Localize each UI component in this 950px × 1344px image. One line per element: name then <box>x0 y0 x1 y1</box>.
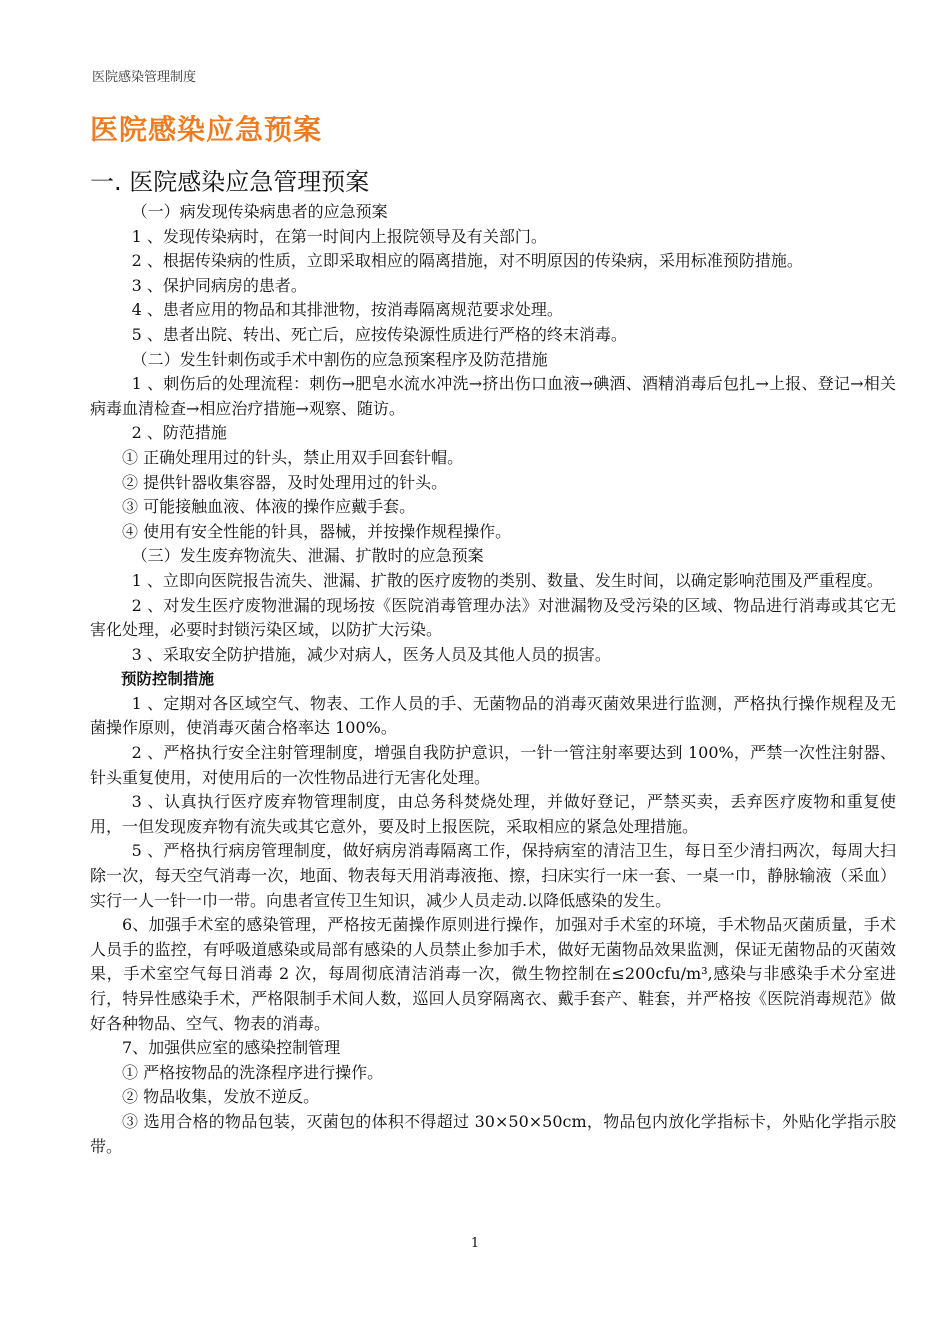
paragraph: 3 、采取安全防护措施，减少对病人，医务人员及其他人员的损害。 <box>131 644 611 664</box>
section-heading: 一. 医院感染应急管理预案 <box>90 168 370 196</box>
page-number: 1 <box>470 1236 480 1251</box>
list-item: ④ 使用有安全性能的针具，器械，并按操作规程操作。 <box>122 521 512 541</box>
subsection-heading: （二）发生针刺伤或手术中割伤的应急预案程序及防范措施 <box>131 349 548 369</box>
subsection-heading: （一）病发现传染病患者的应急预案 <box>131 202 388 221</box>
paragraph: 1 、刺伤后的处理流程：刺伤→肥皂水流水冲洗→挤出伤口血液→碘酒、酒精消毒后包扎→上报、登记→相关病毒血清检查→相应治疗措施→观察、随访。 <box>90 374 896 418</box>
document-body <box>90 200 896 1159</box>
paragraph: 1 、定期对各区域空气、物表、工作人员的手、无菌物品的消毒灭菌效果进行监测，严格执行操作规程及无菌操作原则，使消毒灭菌合格率达 100%。 <box>90 693 896 738</box>
subsection-heading: （三）发生废弃物流失、泄漏、扩散时的应急预案 <box>131 546 484 566</box>
list-item: ③ 选用合格的物品包装，灭菌包的体积不得超过 30×50×50cm，物品包内放化学指标卡，外贴化学指示胶带。 <box>90 1111 896 1156</box>
list-item: ② 提供针器收集容器，及时处理用过的针头。 <box>122 472 448 492</box>
running-header: 医院感染管理制度 <box>92 70 197 85</box>
list-item: ① 严格按物品的洗涤程序进行操作。 <box>122 1062 384 1082</box>
paragraph: 2 、根据传染病的性质，立即采取相应的隔离措施，对不明原因的传染病，采用标准预防措施。 <box>131 251 803 271</box>
paragraph: 5 、患者出院、转出、死亡后，应按传染源性质进行严格的终末消毒。 <box>131 324 627 344</box>
paragraph: 1 、立即向医院报告流失、泄漏、扩散的医疗废物的类别、数量、发生时间，以确定影响范围及严重程度。 <box>131 570 883 590</box>
bold-heading: 预防控制措施 <box>121 670 215 689</box>
paragraph: 2 、防范措施 <box>131 423 227 443</box>
paragraph: 2 、对发生医疗废物泄漏的现场按《医院消毒管理办法》对泄漏物及受污染的区域、物品进行消毒或其它无害化处理，必要时封锁污染区域，以防扩大污染。 <box>90 595 896 640</box>
paragraph: 3 、保护同病房的患者。 <box>131 275 307 295</box>
paragraph: 5 、严格执行病房管理制度，做好病房消毒隔离工作，保持病室的清洁卫生，每日至少清扫两次，每周大扫除一次，每天空气消毒一次，地面、物表每天用消毒液拖、擦，扫床实行一床一套、一桌一巾，静脉输液（采血）实行一人一针一巾一带。向患者宣传卫生知识，减少人员走动.以降低感染的发生。 <box>90 841 896 910</box>
paragraph: 3 、认真执行医疗废弃物管理制度，由总务科焚烧处理，并做好登记，严禁买卖，丢弃医疗废物和重复使用，一但发现废弃物有流失或其它意外，要及时上报医院，采取相应的紧急处理措施。 <box>90 792 896 836</box>
paragraph: 7、加强供应室的感染控制管理 <box>122 1038 341 1058</box>
list-item: ③ 可能接触血液、体液的操作应戴手套。 <box>122 497 416 517</box>
document-title: 医院感染应急预案 <box>90 113 323 146</box>
paragraph: 6、加强手术室的感染管理，严格按无菌操作原则进行操作，加强对手术室的环境，手术物品灭菌质量，手术人员手的监控，有呼吸道感染或局部有感染的人员禁止参加手术，做好无菌物品效果监测，保证无菌物品的灭菌效果，手术室空气每日消毒 2 次，每周彻底清洁消毒一次，微生物控制在≤200cfu/m³,感染与非感染手术分室进行，特异性感染手术，严格限制手术间人数，巡回人员穿隔离衣、戴手套产、鞋套，并严格按《医院消毒规范》做好各种物品、空气、物表的消毒。 <box>90 915 896 1033</box>
list-item: ② 物品收集，发放不逆反。 <box>122 1087 320 1107</box>
paragraph: 2 、严格执行安全注射管理制度，增强自我防护意识，一针一管注射率要达到 100%，严禁一次性注射器、针头重复使用，对使用后的一次性物品进行无害化处理。 <box>90 743 896 787</box>
list-item: ① 正确处理用过的针头，禁止用双手回套针帽。 <box>122 447 464 467</box>
paragraph: 1 、发现传染病时，在第一时间内上报院领导及有关部门。 <box>131 226 547 246</box>
paragraph: 4 、患者应用的物品和其排泄物，按消毒隔离规范要求处理。 <box>131 300 563 320</box>
